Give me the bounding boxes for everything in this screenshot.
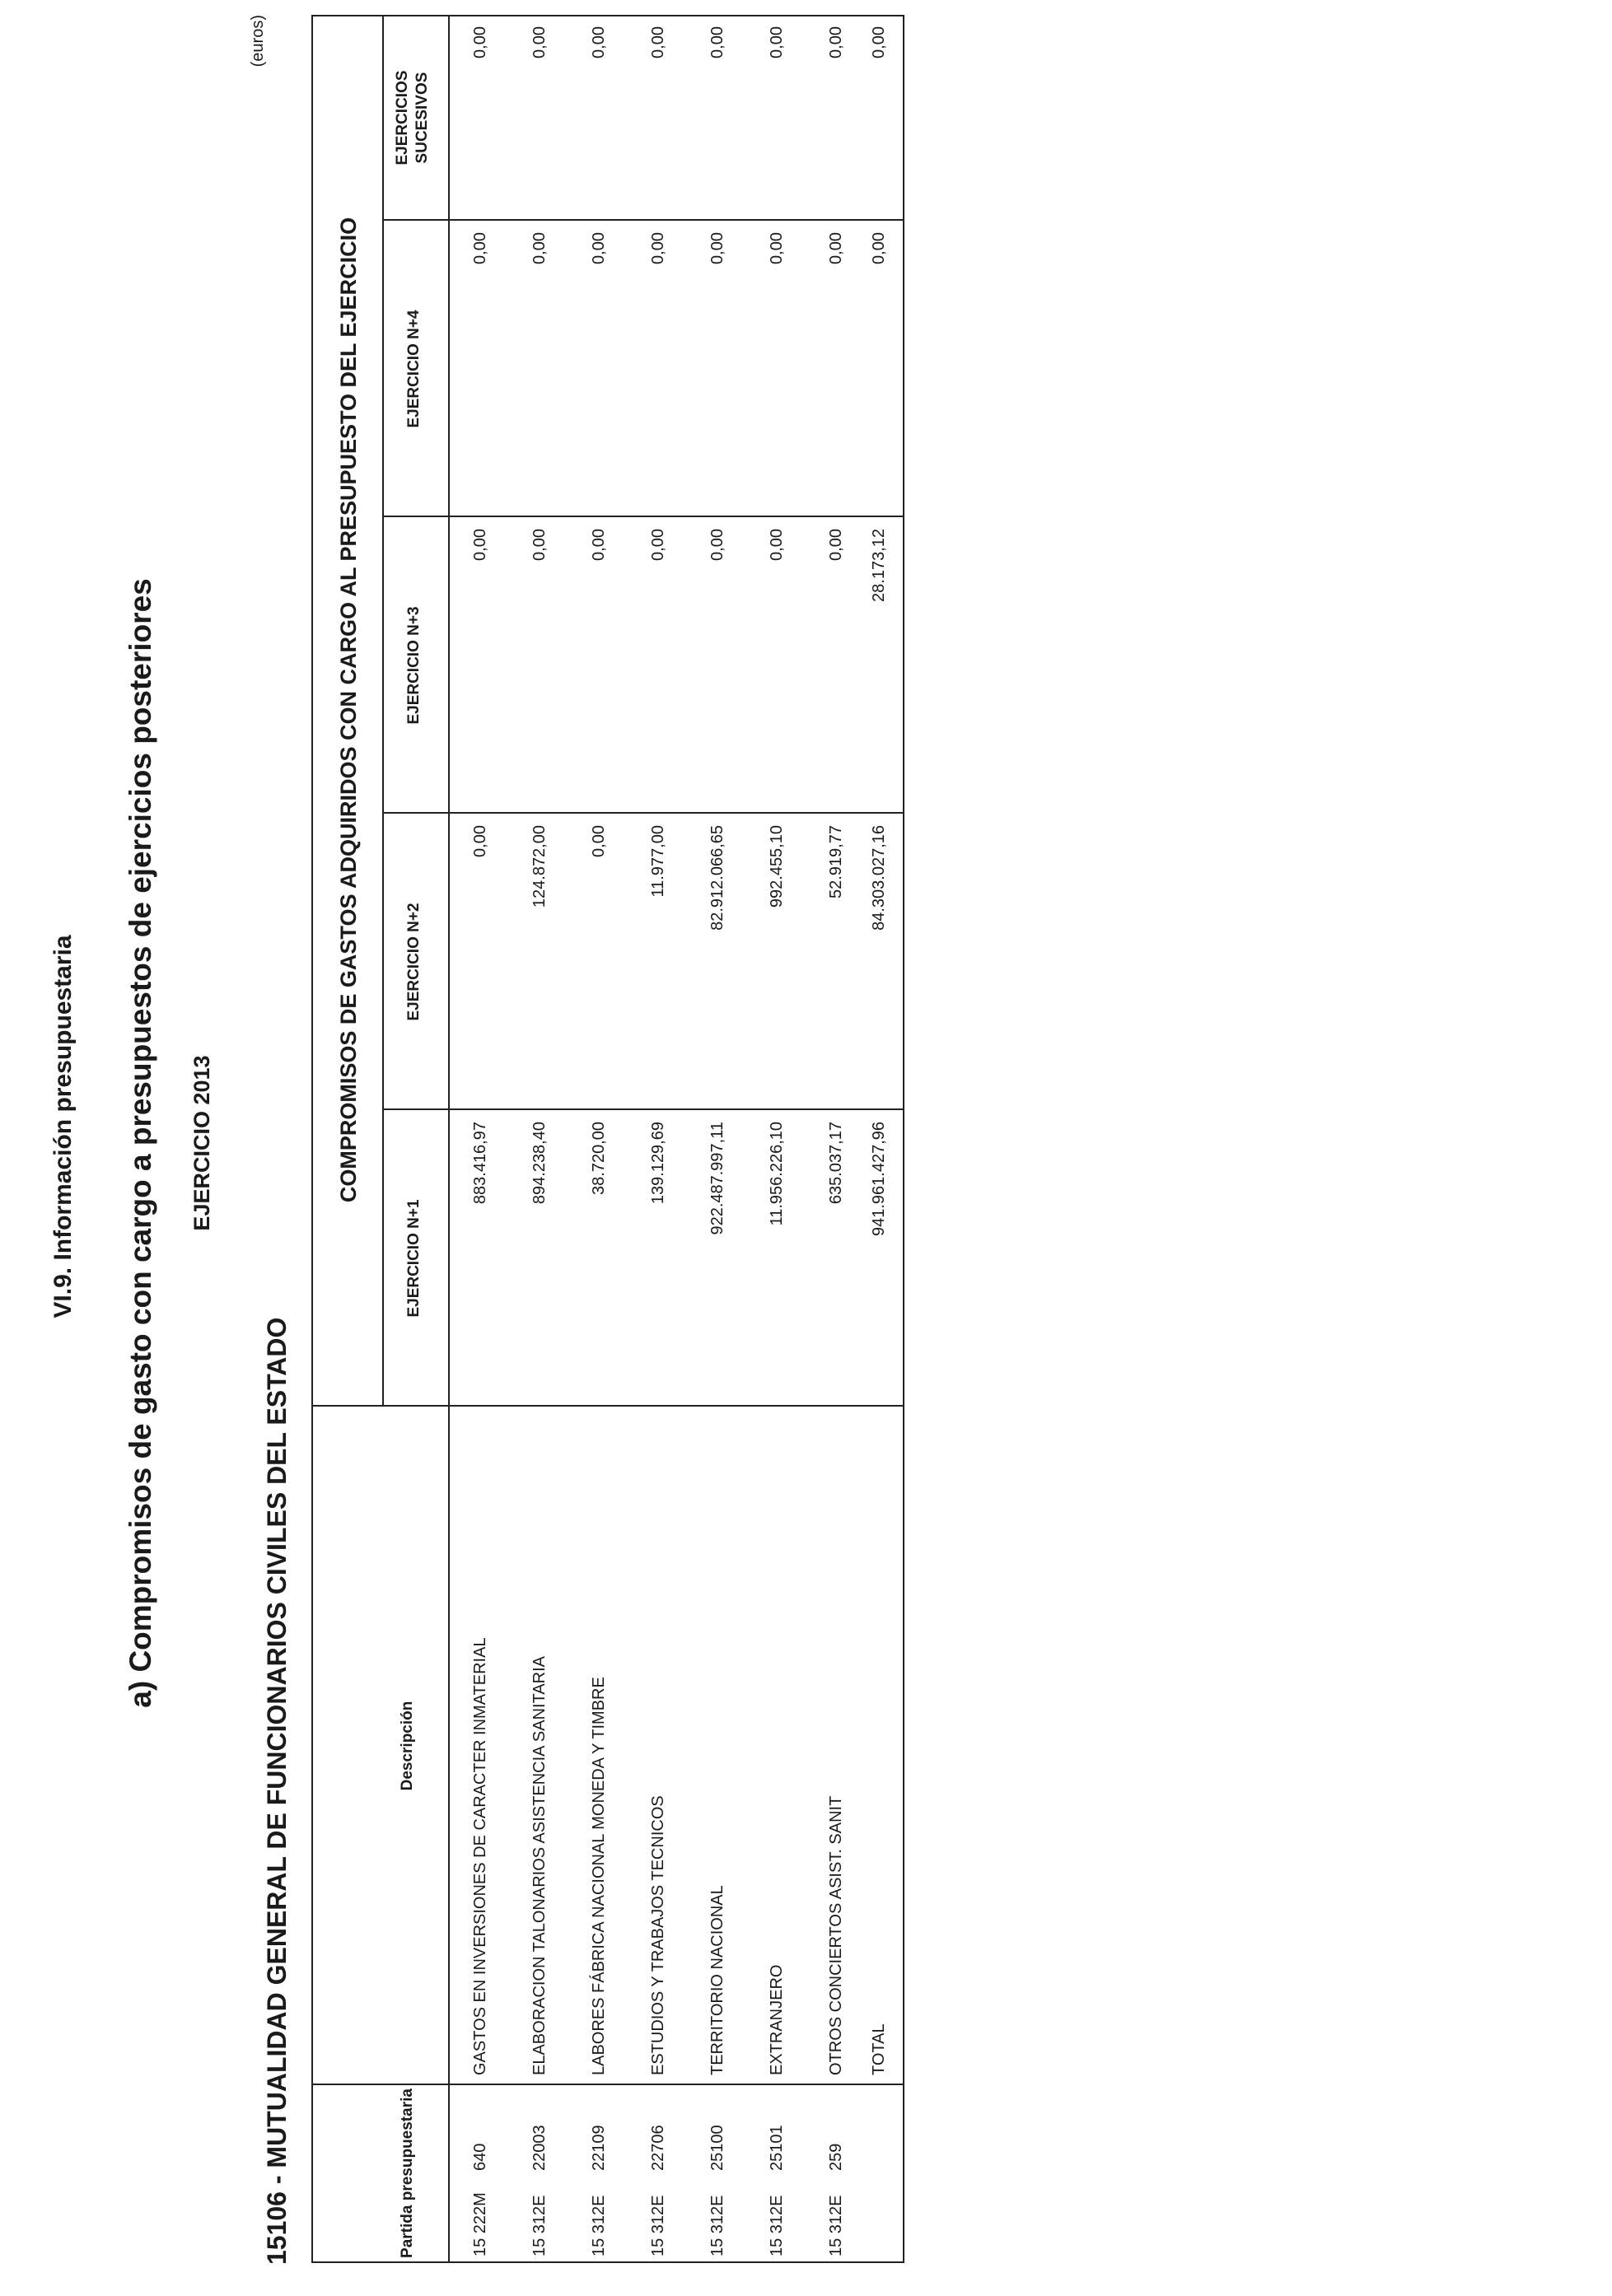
value-n1: 922.487.997,11	[708, 1122, 727, 1235]
descripcion: LABORES FÁBRICA NACIONAL MONEDA Y TIMBRE	[590, 1677, 608, 2075]
total-n4: 0,00	[870, 232, 888, 264]
table-row	[471, 16, 496, 2261]
value-n3: 0,00	[708, 529, 727, 561]
value-n2: 124.872,00	[530, 825, 549, 908]
value-n4: 0,00	[590, 232, 608, 264]
table-divider	[382, 812, 903, 814]
col-header-n1: EJERCICIO N+1	[405, 1199, 423, 1318]
value-n4: 0,00	[768, 232, 786, 264]
value-sucesivos: 0,00	[827, 26, 845, 58]
descripcion: ESTUDIOS Y TRABAJOS TECNICOS	[649, 1795, 667, 2075]
subtitle: a) Compromisos de gasto con cargo a presupuestos de ejercicios posteriores	[124, 578, 157, 1708]
partida-programa: 15 312E	[708, 2195, 727, 2256]
value-sucesivos: 0,00	[708, 26, 727, 58]
value-n1: 894.238,40	[530, 1122, 549, 1205]
value-n2: 52.919,77	[827, 825, 845, 898]
table-row-total	[870, 16, 895, 2261]
partida-concepto: 640	[471, 2143, 489, 2171]
value-n3: 0,00	[530, 529, 549, 561]
partida-programa: 15 312E	[649, 2195, 667, 2256]
value-n4: 0,00	[827, 232, 845, 264]
organismo-title: 15106 - MUTUALIDAD GENERAL DE FUNCIONARIOS CIVILES DEL ESTADO	[262, 1317, 292, 2265]
value-n3: 0,00	[590, 529, 608, 561]
descripcion: EXTRANJERO	[768, 1964, 786, 2075]
col-header-descripcion: Descripción	[399, 1701, 416, 1791]
value-n2: 992.455,10	[768, 825, 786, 908]
value-n1: 635.037,17	[827, 1122, 845, 1205]
value-sucesivos: 0,00	[471, 26, 489, 58]
total-n1: 941.961.427,96	[870, 1122, 888, 1237]
descripcion: ELABORACION TALONARIOS ASISTENCIA SANITARIA	[530, 1655, 549, 2075]
value-n2: 0,00	[590, 825, 608, 857]
col-header-sucesivos-line1: EJERCICIOS	[394, 70, 411, 166]
value-sucesivos: 0,00	[768, 26, 786, 58]
value-n1: 139.129,69	[649, 1122, 667, 1205]
units-label: (euros)	[249, 15, 267, 68]
partida-programa: 15 222M	[471, 2192, 489, 2256]
value-n4: 0,00	[471, 232, 489, 264]
value-n2: 0,00	[471, 825, 489, 857]
table-row	[530, 16, 555, 2261]
partida-concepto: 22706	[649, 2125, 667, 2171]
ejercicio-label: EJERCICIO 2013	[189, 1055, 214, 1231]
descripcion: OTROS CONCIERTOS ASIST. SANIT	[827, 1795, 845, 2075]
table-divider	[382, 219, 903, 221]
total-label: TOTAL	[870, 2023, 888, 2075]
col-header-n2: EJERCICIO N+2	[405, 903, 423, 1021]
table-divider	[382, 16, 384, 1407]
partida-concepto: 25100	[708, 2125, 727, 2171]
partida-programa: 15 312E	[530, 2195, 549, 2256]
partida-concepto: 259	[827, 2143, 845, 2171]
table-divider	[382, 1108, 903, 1110]
descripcion: GASTOS EN INVERSIONES DE CARACTER INMATERIAL	[471, 1637, 489, 2075]
value-n3: 0,00	[471, 529, 489, 561]
table-row	[590, 16, 614, 2261]
value-n2: 82.912.066,65	[708, 825, 727, 931]
value-n3: 0,00	[768, 529, 786, 561]
descripcion: TERRITORIO NACIONAL	[708, 1885, 727, 2075]
partida-programa: 15 312E	[827, 2195, 845, 2256]
value-n3: 0,00	[649, 529, 667, 561]
total-sucesivos: 0,00	[870, 26, 888, 58]
value-n1: 38.720,00	[590, 1122, 608, 1195]
partida-concepto: 22003	[530, 2125, 549, 2171]
partida-concepto: 22109	[590, 2125, 608, 2171]
table-row	[768, 16, 792, 2261]
commitments-table	[311, 15, 904, 2263]
total-n2: 84.303.027,16	[870, 825, 888, 931]
value-n1: 11.956.226,10	[768, 1122, 786, 1226]
value-sucesivos: 0,00	[649, 26, 667, 58]
value-n2: 11.977,00	[649, 825, 667, 898]
table-divider	[448, 16, 450, 2261]
group-header: COMPROMISOS DE GASTOS ADQUIRIDOS CON CARGO AL PRESUPUESTO DEL EJERCICIO	[336, 217, 361, 1203]
table-row	[649, 16, 674, 2261]
partida-concepto: 25101	[768, 2125, 786, 2171]
partida-programa: 15 312E	[768, 2195, 786, 2256]
value-n1: 883.416,97	[471, 1122, 489, 1205]
value-n4: 0,00	[649, 232, 667, 264]
table-row	[708, 16, 733, 2261]
col-header-partida: Partida presupuestaria	[399, 2088, 416, 2258]
value-n4: 0,00	[530, 232, 549, 264]
partida-programa: 15 312E	[590, 2195, 608, 2256]
total-n3: 28.173,12	[870, 529, 888, 602]
table-row	[827, 16, 852, 2261]
main-title: VI.9. Información presupuestaria	[49, 935, 77, 1318]
value-sucesivos: 0,00	[530, 26, 549, 58]
value-n4: 0,00	[708, 232, 727, 264]
col-header-sucesivos-line2: SUCESIVOS	[414, 72, 431, 164]
col-header-n4: EJERCICIO N+4	[405, 310, 423, 428]
value-n3: 0,00	[827, 529, 845, 561]
value-sucesivos: 0,00	[590, 26, 608, 58]
table-divider	[382, 516, 903, 517]
col-header-n3: EJERCICIO N+3	[405, 606, 423, 725]
